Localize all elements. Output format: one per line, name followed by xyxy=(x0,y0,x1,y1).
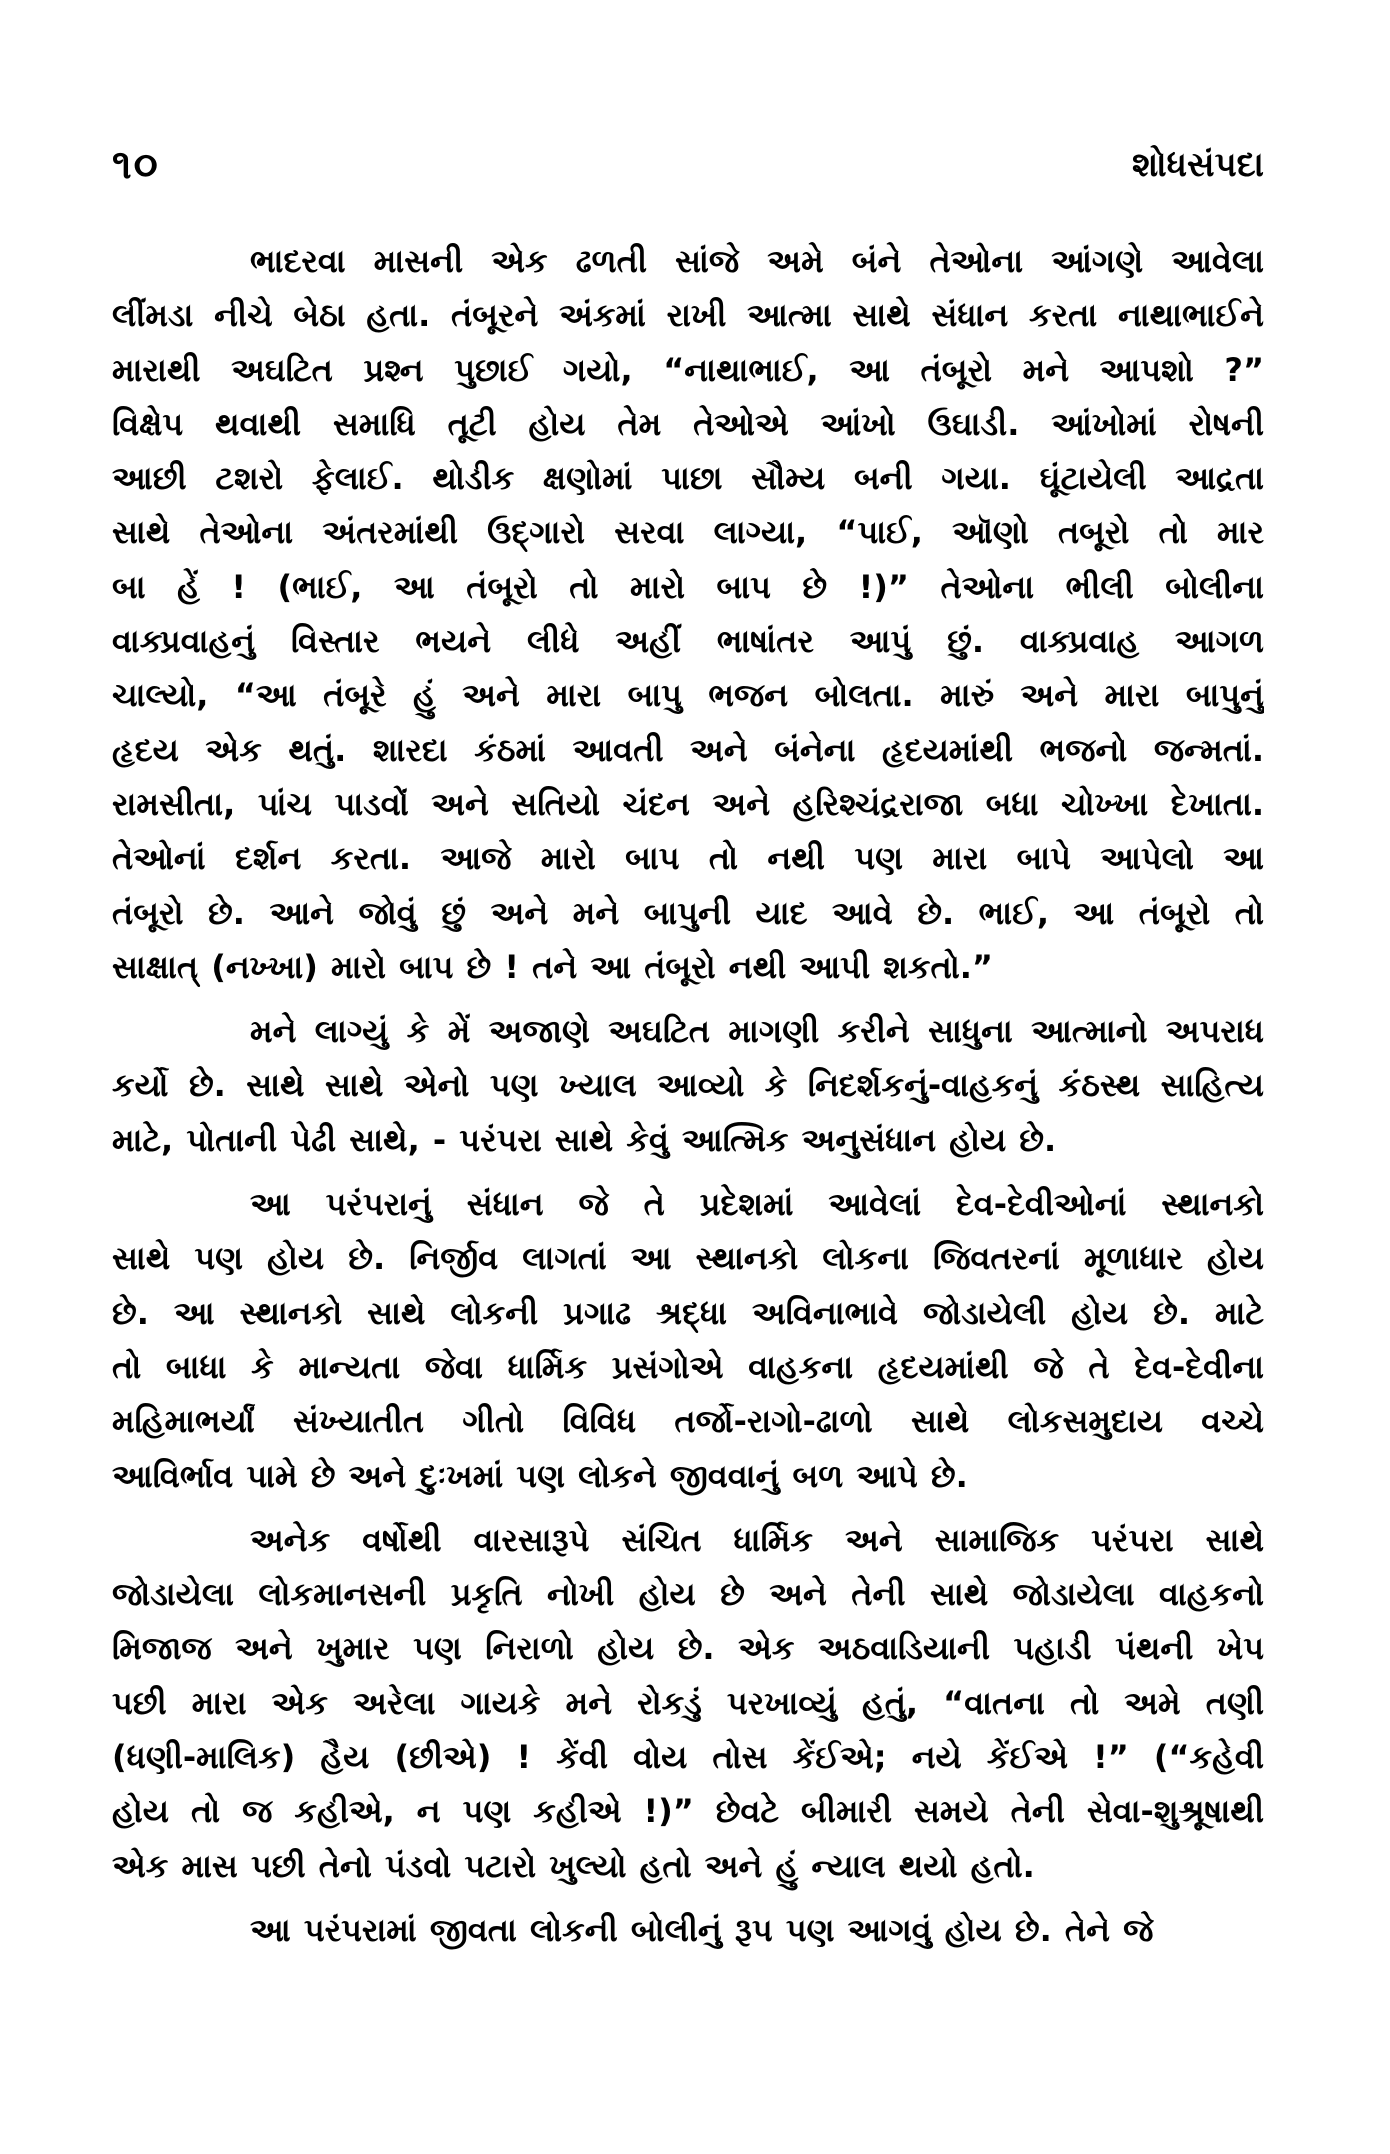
text-line: આ પરંપરાનું સંધાન જે તે પ્રદેશમાં આવેલાં દેવ-દેવીઓનાં સ્થાનકો xyxy=(250,1185,1264,1224)
text-line: ભાદરવા માસની એક ઢળતી સાંજે અમે બંને તેઓના આંગણે આવેલા xyxy=(250,242,1264,280)
text-line: મને લાગ્યું કે મેં અજાણે અઘટિત માગણી કરીને સાધુના આત્માનો અપરાધ xyxy=(250,1012,1264,1051)
text-line: લીંમડા નીચે બેઠા હતા. તંબૂરને અંકમાં રાખી આત્મા સાથે સંધાન કરતા નાથાભાઈને xyxy=(112,296,1264,335)
text-line: મિજાજ અને ખુમાર પણ નિરાળો હોય છે. એક અઠવાડિયાની પહાડી પંથની ખેપ xyxy=(112,1629,1264,1668)
text-line: વાક્પ્રવાહનું વિસ્તાર ભયને લીધે અહીં ભાષાંતર આપું છું. વાક્પ્રવાહ આગળ xyxy=(112,622,1264,661)
text-line: પછી મારા એક અરેલા ગાયકે મને રોકડું પરખાવ્યું હતું, “વાતના તો અમે તણી xyxy=(112,1683,1264,1722)
text-line: સાથે તેઓના અંતરમાંથી ઉદ્‌ગારો સરવા લાગ્યા, “પાઈ, ઑણો તબૂરો તો માર xyxy=(112,513,1264,552)
text-line: બા હેં ! (ભાઈ, આ તંબૂરો તો મારો બાપ છે !)” તેઓના ભીલી બોલીના xyxy=(112,567,1264,606)
body-text xyxy=(112,234,1264,1967)
text-line: કર્યો છે. સાથે સાથે એનો પણ ખ્યાલ આવ્યો કે નિદર્શકનું-વાહકનું કંઠસ્થ સાહિત્ય xyxy=(112,1066,1264,1105)
text-line: માટે, પોતાની પેઢી સાથે, - પરંપરા સાથે કેવું આત્મિક અનુસંધાન હોય છે. xyxy=(112,1120,1057,1159)
text-line: તો બાધા કે માન્યતા જેવા ધાર્મિક પ્રસંગોએ વાહકના હૃદયમાંથી જે તે દેવ-દેવીના xyxy=(112,1347,1264,1386)
text-line: સાક્ષાત્ (નખ્ખા) મારો બાપ છે ! તને આ તંબૂરો નથી આપી શકતો.” xyxy=(112,947,993,986)
text-line: રામસીતા, પાંચ પાડવોં અને સતિયો ચંદન અને હરિશ્ચંદ્રરાજા બધા ચોખ્ખા દેખાતા. xyxy=(112,784,1264,823)
text-line: અનેક વર્ષોથી વારસારૂપે સંચિત ધાર્મિક અને સામાજિક પરંપરા સાથે xyxy=(250,1520,1264,1559)
text-line: વિક્ષેપ થવાથી સમાધિ તૂટી હોય તેમ તેઓએ આંખો ઉઘાડી. આંખોમાં રોષની xyxy=(112,404,1264,443)
text-line: જોડાયેલા લોકમાનસની પ્રકૃતિ નોખી હોય છે અને તેની સાથે જોડાયેલા વાહકનો xyxy=(112,1575,1264,1614)
text-line: એક માસ પછી તેનો પંડવો પટારો ખુલ્યો હતો અને હું ન્યાલ થયો હતો. xyxy=(112,1846,1035,1885)
text-line: મહિમાભર્યાં સંખ્યાતીત ગીતો વિવિધ તર્જો-રાગો-ઢાળો સાથે લોકસમુદાય વચ્ચે xyxy=(112,1402,1264,1441)
paragraph xyxy=(112,1513,1264,1893)
running-head xyxy=(112,140,1264,190)
text-line: હૃદય એક થતું. શારદા કંઠમાં આવતી અને બંનેના હૃદયમાંથી ભજનો જન્મતાં. xyxy=(112,730,1264,769)
paragraph xyxy=(112,234,1264,994)
paragraph xyxy=(112,1903,1264,1957)
text-line: ચાલ્યો, “આ તંબૂરે હું અને મારા બાપુ ભજન બોલતા. મારું અને મારા બાપુનું xyxy=(112,676,1264,715)
text-line: હોય તો જ કહીએ, ન પણ કહીએ !)” છેવટે બીમારી સમયે તેની સેવા-શુશ્રૂષાથી xyxy=(112,1792,1264,1831)
text-line: (ધણી-માલિક) હૈય (છીએ) ! કેંવી વોય તોસ કેંઈએ; નયે કેંઈએ !” (“કહેવી xyxy=(112,1738,1264,1777)
text-line: છે. આ સ્થાનકો સાથે લોકની પ્રગાઢ શ્રદ્ધા અવિનાભાવે જોડાયેલી હોય છે. માટે xyxy=(112,1293,1264,1332)
text-line: તંબૂરો છે. આને જોવું છું અને મને બાપુની યાદ આવે છે. ભાઈ, આ તંબૂરો તો xyxy=(112,893,1264,932)
text-line: મારાથી અઘટિત પ્રશ્ન પુછાઈ ગયો, “નાથાભાઈ, આ તંબૂરો મને આપશો ?” xyxy=(112,350,1264,389)
page-number: ૧૦ xyxy=(112,142,160,188)
text-line: આ પરંપરામાં જીવતા લોકની બોલીનું રૂપ પણ આગવું હોય છે. તેને જે xyxy=(250,1910,1154,1949)
paragraph xyxy=(112,1177,1264,1503)
text-line: આવિર્ભાવ પામે છે અને દુઃખમાં પણ લોકને જીવવાનું બળ આપે છે. xyxy=(112,1456,968,1495)
book-title: શોધસંપદા xyxy=(1131,145,1264,185)
text-line: સાથે પણ હોય છે. નિર્જીવ લાગતાં આ સ્થાનકો લોકના જિવતરનાં મૂળાધાર હોય xyxy=(112,1239,1264,1278)
text-line: આછી ટશરો ફેલાઈ. થોડીક ક્ષણોમાં પાછા સૌમ્ય બની ગયા. ઘૂંટાયેલી આદ્રતા xyxy=(112,459,1264,498)
paragraph xyxy=(112,1004,1264,1167)
text-line: તેઓનાં દર્શન કરતા. આજે મારો બાપ તો નથી પણ મારા બાપે આપેલો આ xyxy=(112,839,1264,878)
